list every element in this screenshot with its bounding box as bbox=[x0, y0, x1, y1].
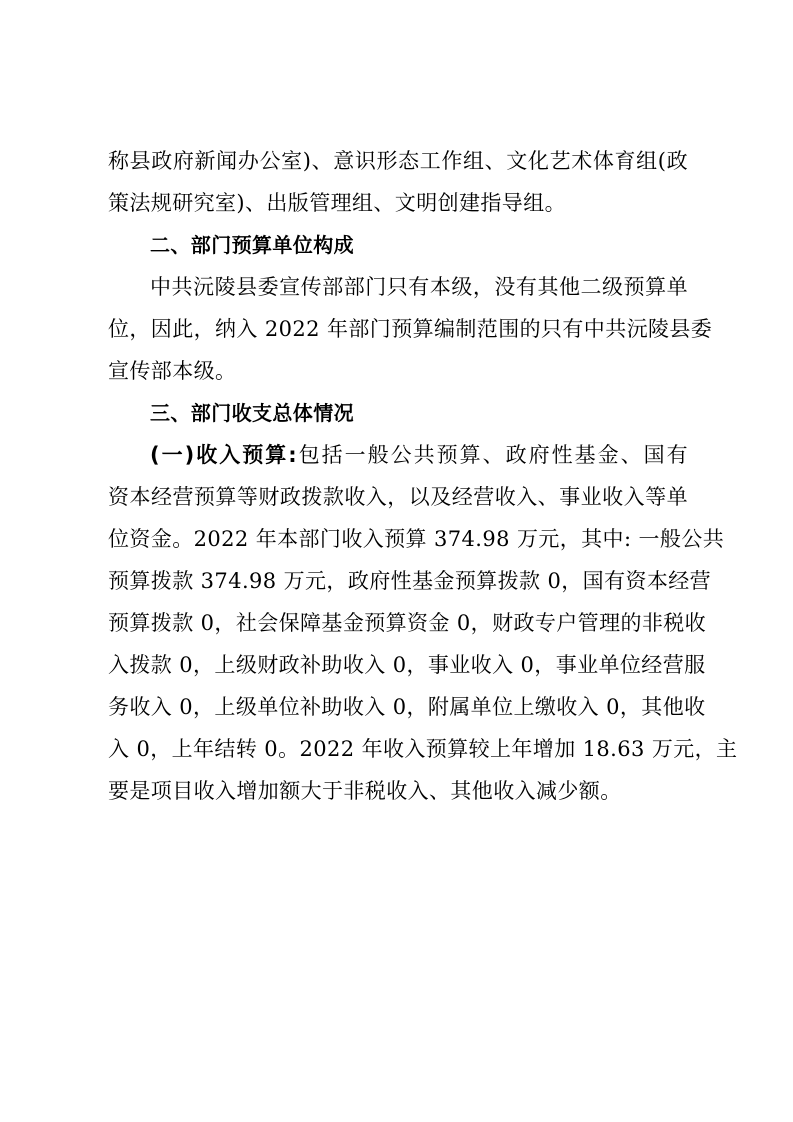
section3-paragraph-last-line: 要是项目收入增加额大于非税收入、其他收入减少额。 bbox=[108, 779, 622, 803]
section3-paragraph-line: 位资金。2022 年本部门收入预算 374.98 万元，其中: 一般公共 bbox=[108, 527, 725, 551]
section2-heading: 二、部门预算单位构成 bbox=[150, 233, 354, 257]
section3-subsection1-first-line bbox=[150, 445, 688, 466]
subsection1-first-line-text: 包括一般公共预算、政府性基金、国有 bbox=[297, 443, 688, 467]
section3-paragraph-line: 预算拨款 0，社会保障基金预算资金 0，财政专户管理的非税收 bbox=[108, 611, 707, 635]
section3-paragraph-line: 入 0，上年结转 0。2022 年收入预算较上年增加 18.63 万元，主 bbox=[108, 737, 738, 761]
section2-paragraph-line-3: 宣传部本级。 bbox=[108, 359, 237, 383]
section2-paragraph-line-1: 中共沅陵县委宣传部部门只有本级，没有其他二级预算单 bbox=[150, 275, 688, 299]
section3-paragraph-line: 务收入 0，上级单位补助收入 0，附属单位上缴收入 0，其他收 bbox=[108, 695, 706, 719]
section3-paragraph-line: 资本经营预算等财政拨款收入，以及经营收入、事业收入等单 bbox=[108, 485, 688, 509]
section1-tail-line-1: 称县政府新闻办公室)、意识形态工作组、文化艺术体育组(政 bbox=[108, 149, 688, 173]
section3-heading: 三、部门收支总体情况 bbox=[150, 401, 354, 425]
section2-paragraph-line-2: 位，因此，纳入 2022 年部门预算编制范围的只有中共沅陵县委 bbox=[108, 317, 713, 341]
subsection1-label: (一)收入预算: bbox=[150, 443, 297, 467]
section1-tail-line-2: 策法规研究室)、出版管理组、文明创建指导组。 bbox=[108, 191, 566, 215]
section3-paragraph-line: 入拨款 0，上级财政补助收入 0，事业收入 0，事业单位经营服 bbox=[108, 653, 706, 677]
section3-paragraph-line: 预算拨款 374.98 万元，政府性基金预算拨款 0，国有资本经营 bbox=[108, 569, 712, 593]
